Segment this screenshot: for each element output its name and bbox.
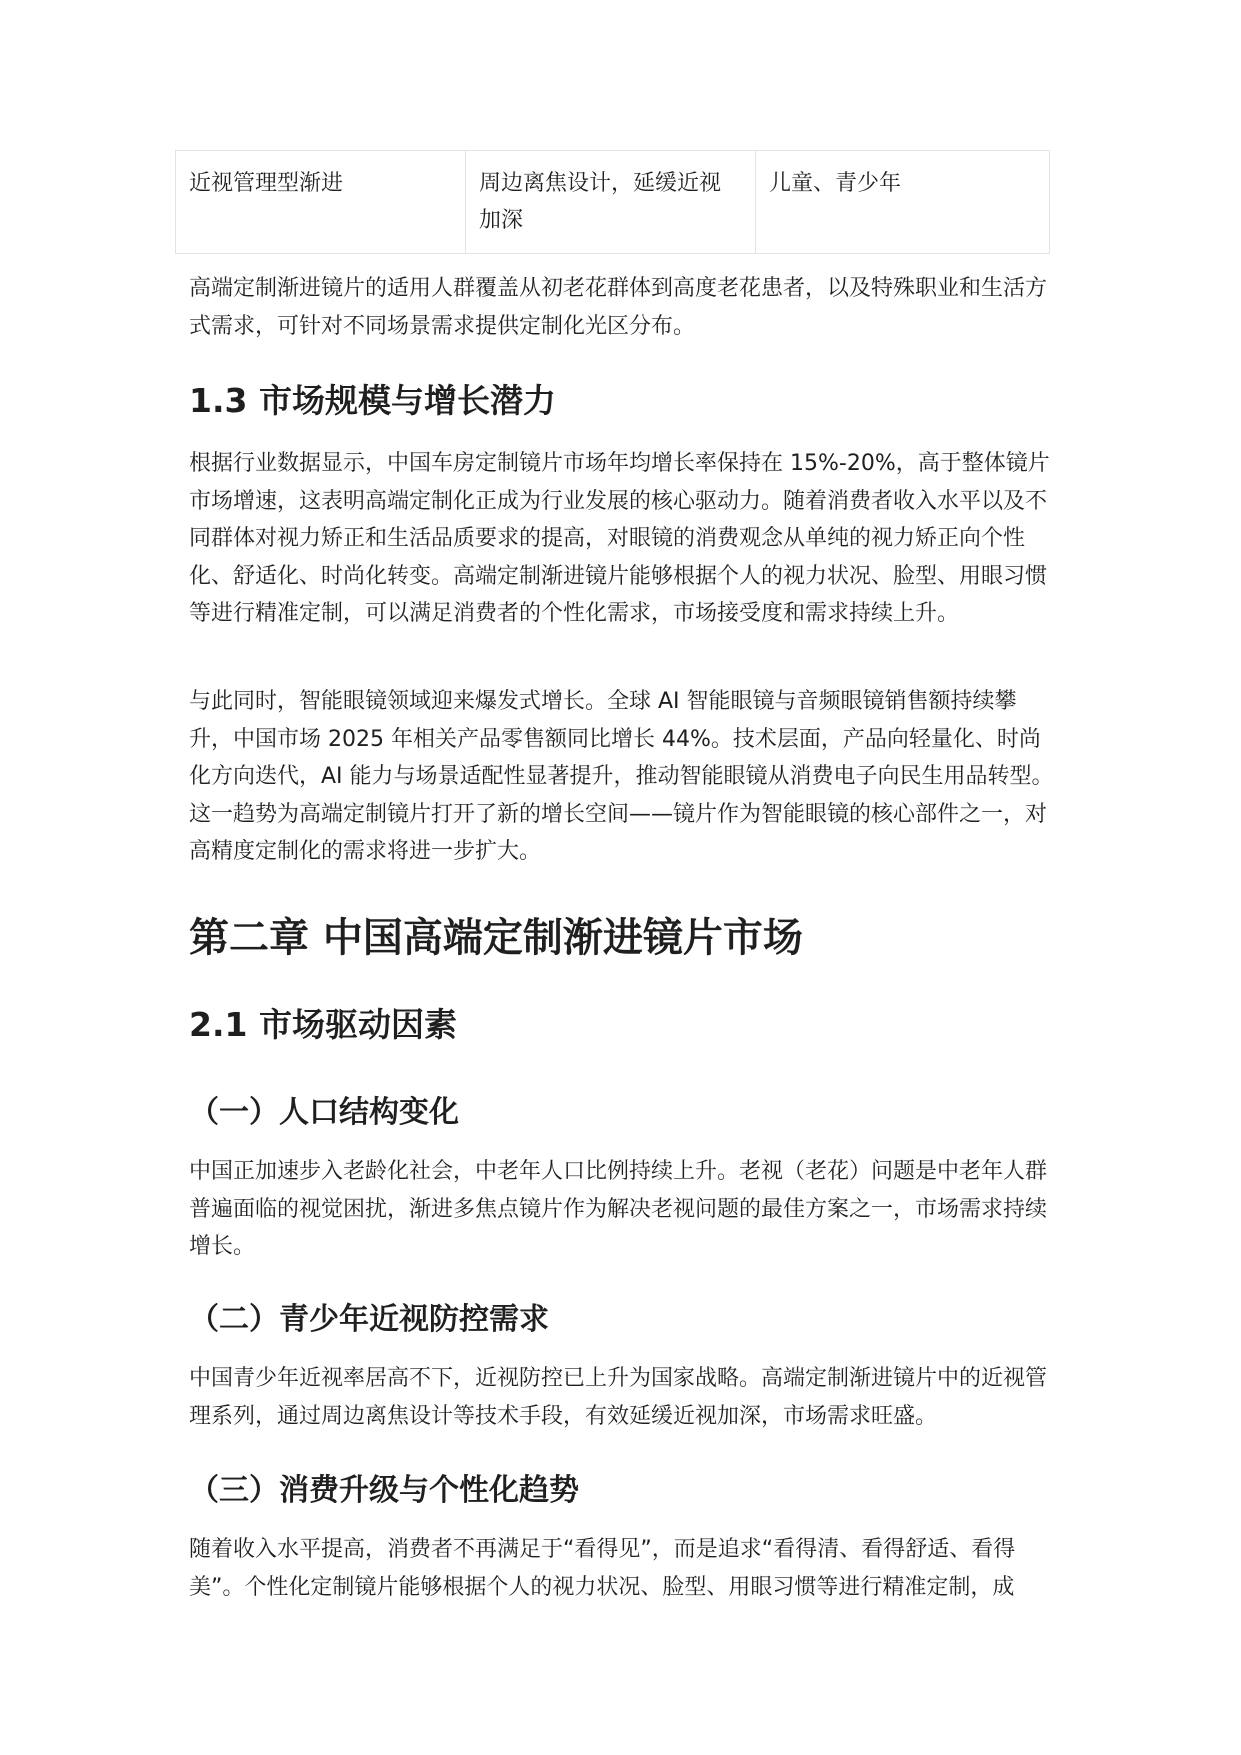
table-row <box>176 151 1050 254</box>
intro-paragraph: 高端定制渐进镜片的适用人群覆盖从初老花群体到高度老花患者，以及特殊职业和生活方式需求，可针对不同场景需求提供定制化光区分布。 <box>189 276 1048 339</box>
subsection-3-paragraph: 随着收入水平提高，消费者不再满足于“看得见”，而是追求“看得清、看得舒适、看得美”。个性化定制镜片能够根据个人的视力状况、脸型、用眼习惯等进行精准定制，成 <box>189 1537 1016 1600</box>
table-cell-feature: 周边离焦设计，延缓近视加深 <box>466 151 756 254</box>
section-heading-1-3: 1.3 市场规模与增长潜力 <box>189 381 556 420</box>
table-cell-type: 近视管理型渐进 <box>176 151 466 254</box>
section-heading-2-1: 2.1 市场驱动因素 <box>189 1005 457 1044</box>
lens-type-table <box>175 150 1050 254</box>
subsection-heading-3: （三）消费升级与个性化趋势 <box>189 1473 579 1508</box>
table-cell-audience: 儿童、青少年 <box>756 151 1050 254</box>
section-1-3-paragraph-1: 根据行业数据显示，中国车房定制镜片市场年均增长率保持在 15%-20%，高于整体镜片市场增速，这表明高端定制化正成为行业发展的核心驱动力。随着消费者收入水平以及不同群体对视力矫正和生活品质要求的提高，对眼镜的消费观念从单纯的视力矫正向个性化、舒适化、时尚化转变。高端定制渐进镜片能够根据个人的视力状况、脸型、用眼习惯等进行精准定制，可以满足消费者的个性化需求，市场接受度和需求持续上升。 <box>189 451 1050 626</box>
chapter-heading: 第二章 中国高端定制渐进镜片市场 <box>189 915 803 961</box>
subsection-heading-2: （二）青少年近视防控需求 <box>189 1302 549 1337</box>
subsection-heading-1: （一）人口结构变化 <box>189 1095 459 1130</box>
section-1-3-paragraph-2: 与此同时，智能眼镜领域迎来爆发式增长。全球 AI 智能眼镜与音频眼镜销售额持续攀升，中国市场 2025 年相关产品零售额同比增长 44%。技术层面，产品向轻量化、时尚化方向迭代，AI 能力与场景适配性显著提升，推动智能眼镜从消费电子向民生用品转型。这一趋势为高端定制镜片打开了新的增长空间——镜片作为智能眼镜的核心部件之一，对高精度定制化的需求将进一步扩大。 <box>189 689 1054 864</box>
subsection-1-paragraph: 中国正加速步入老龄化社会，中老年人口比例持续上升。老视（老花）问题是中老年人群普遍面临的视觉困扰，渐进多焦点镜片作为解决老视问题的最佳方案之一，市场需求持续增长。 <box>189 1159 1048 1259</box>
subsection-2-paragraph: 中国青少年近视率居高不下，近视防控已上升为国家战略。高端定制渐进镜片中的近视管理系列，通过周边离焦设计等技术手段，有效延缓近视加深，市场需求旺盛。 <box>189 1366 1048 1429</box>
